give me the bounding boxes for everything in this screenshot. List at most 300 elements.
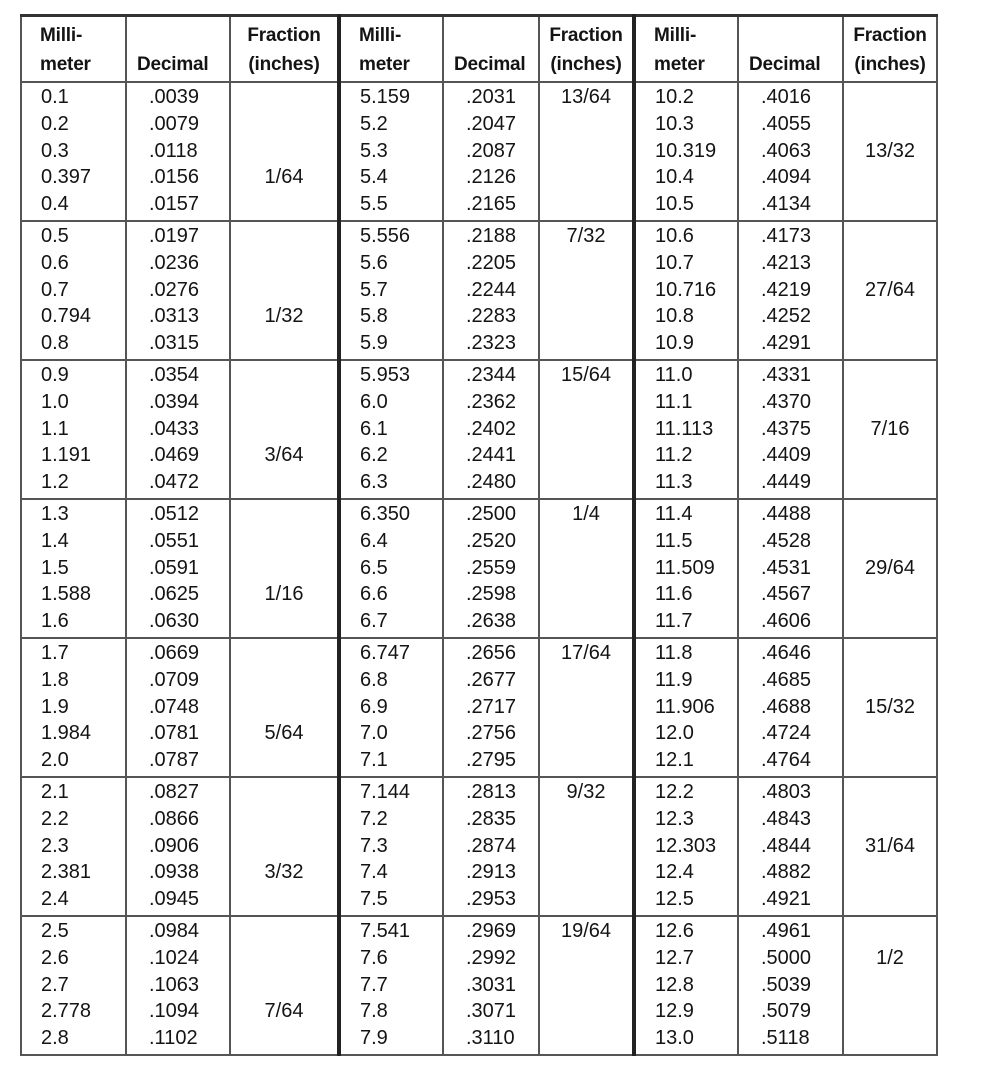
millimeter-cell-value: 0.1 (41, 86, 69, 108)
decimal-cell-value: .0156 (149, 166, 200, 189)
decimal-cell-value: .0079 (149, 112, 200, 135)
decimal-cell-value: .0630 (149, 610, 200, 633)
millimeter-cell-value: 7.4 (360, 861, 388, 884)
millimeter-cell-value: 7.1 (360, 749, 388, 772)
decimal-cell-value: .1094 (149, 1000, 200, 1023)
decimal-cell-value: .0781 (149, 722, 200, 745)
millimeter-cell-value: 6.1 (360, 417, 388, 440)
millimeter-cell-value: 2.778 (41, 1000, 92, 1023)
fraction-cell (230, 777, 339, 916)
decimal-cell-value: .4882 (761, 861, 812, 884)
millimeter-cell-value: 2.6 (41, 946, 69, 969)
millimeter-cell-value: 12.4 (655, 861, 694, 884)
millimeter-cell-value: 12.5 (655, 888, 694, 911)
decimal-cell-value: .2402 (466, 417, 517, 440)
millimeter-cell-value: 0.8 (41, 332, 69, 355)
fraction-value: 15/64 (560, 364, 612, 386)
millimeter-cell-value: 7.9 (360, 1027, 388, 1050)
millimeter-cell (634, 916, 738, 1055)
millimeter-cell-value: 10.319 (655, 139, 717, 162)
decimal-cell-value: .2031 (466, 86, 517, 108)
fraction-cell (539, 638, 634, 777)
millimeter-cell-value: 5.4 (360, 166, 388, 189)
millimeter-cell-value: 5.9 (360, 332, 388, 355)
millimeter-cell-value: 2.8 (41, 1027, 69, 1050)
fraction-value: 13/32 (864, 139, 916, 162)
millimeter-cell-value: 2.2 (41, 807, 69, 830)
header-decimal: Decimal (443, 16, 539, 83)
millimeter-cell-value: 2.3 (41, 834, 69, 857)
decimal-cell-value: .3031 (466, 973, 517, 996)
decimal-cell (738, 499, 843, 638)
decimal-cell-value: .5039 (761, 973, 812, 996)
millimeter-cell (339, 221, 443, 360)
table-row (21, 82, 937, 221)
millimeter-cell (21, 777, 126, 916)
decimal-cell-value: .2500 (466, 503, 517, 525)
fraction-cell (539, 499, 634, 638)
fraction-value: 31/64 (864, 834, 916, 857)
millimeter-cell-value: 5.953 (360, 364, 411, 386)
millimeter-cell (21, 638, 126, 777)
millimeter-cell-value: 5.2 (360, 112, 388, 135)
decimal-cell-value: .2244 (466, 278, 517, 301)
decimal-cell (738, 638, 843, 777)
millimeter-cell-value: 11.5 (655, 529, 693, 552)
millimeter-cell (21, 499, 126, 638)
decimal-cell-value: .0039 (149, 86, 200, 108)
decimal-cell (443, 499, 539, 638)
millimeter-cell-value: 0.2 (41, 112, 69, 135)
decimal-cell-value: .4219 (761, 278, 812, 301)
millimeter-cell-value: 11.1 (655, 390, 693, 413)
millimeter-cell-value: 2.7 (41, 973, 69, 996)
millimeter-cell-value: 1.5 (41, 556, 69, 579)
decimal-cell-value: .2598 (466, 583, 517, 606)
table-row (21, 777, 937, 916)
millimeter-cell-value: 1.191 (41, 444, 92, 467)
millimeter-cell-value: 5.3 (360, 139, 388, 162)
decimal-cell-value: .0551 (149, 529, 200, 552)
header-decimal: Decimal (126, 16, 230, 83)
decimal-cell-value: .0625 (149, 583, 200, 606)
decimal-cell-value: .4094 (761, 166, 812, 189)
decimal-cell-value: .0313 (149, 305, 200, 328)
decimal-cell-value: .2323 (466, 332, 517, 355)
fraction-value: 1/64 (264, 166, 304, 189)
millimeter-cell (21, 360, 126, 499)
millimeter-cell-value: 10.716 (655, 278, 717, 301)
conversion-table (20, 14, 938, 1056)
millimeter-cell (21, 82, 126, 221)
decimal-cell (126, 221, 230, 360)
decimal-cell-value: .2638 (466, 610, 517, 633)
millimeter-cell-value: 7.144 (360, 781, 411, 803)
decimal-cell (126, 82, 230, 221)
fraction-value: 27/64 (864, 278, 916, 301)
millimeter-cell-value: 2.1 (41, 781, 69, 803)
decimal-cell-value: .3071 (466, 1000, 517, 1023)
decimal-cell (738, 916, 843, 1055)
decimal-cell-value: .2677 (466, 668, 517, 691)
millimeter-cell-value: 5.7 (360, 278, 388, 301)
table-row (21, 221, 937, 360)
decimal-cell-value: .1063 (149, 973, 200, 996)
millimeter-cell-value: 7.3 (360, 834, 388, 857)
decimal-cell-value: .0236 (149, 251, 200, 274)
millimeter-cell-value: 5.159 (360, 86, 411, 108)
millimeter-cell-value: 2.5 (41, 920, 69, 942)
decimal-cell-value: .2756 (466, 722, 517, 745)
fraction-value: 1/32 (264, 305, 304, 328)
decimal-cell-value: .4016 (761, 86, 812, 108)
fraction-value: 1/16 (264, 583, 304, 606)
decimal-cell-value: .4449 (761, 471, 812, 494)
millimeter-cell-value: 11.906 (655, 695, 715, 718)
decimal-cell (126, 360, 230, 499)
decimal-cell-value: .2717 (466, 695, 517, 718)
decimal-cell-value: .2874 (466, 834, 517, 857)
decimal-cell (126, 638, 230, 777)
millimeter-cell-value: 5.556 (360, 225, 411, 247)
header-fraction: Fraction (inches) (843, 16, 937, 83)
fraction-value: 29/64 (864, 556, 916, 579)
decimal-cell-value: .4055 (761, 112, 812, 135)
millimeter-cell-value: 1.7 (41, 642, 69, 664)
table-row (21, 499, 937, 638)
millimeter-cell-value: 12.303 (655, 834, 717, 857)
fraction-cell (843, 221, 937, 360)
millimeter-cell-value: 12.1 (655, 749, 694, 772)
fraction-cell (230, 916, 339, 1055)
decimal-cell-value: .0787 (149, 749, 200, 772)
millimeter-cell (339, 82, 443, 221)
millimeter-cell-value: 11.2 (655, 444, 693, 467)
millimeter-cell-value: 1.2 (41, 471, 69, 494)
millimeter-cell-value: 7.7 (360, 973, 388, 996)
fraction-cell (539, 777, 634, 916)
millimeter-cell-value: 0.6 (41, 251, 69, 274)
millimeter-cell-value: 5.8 (360, 305, 388, 328)
millimeter-cell (634, 82, 738, 221)
decimal-cell (443, 360, 539, 499)
millimeter-cell-value: 10.9 (655, 332, 694, 355)
fraction-value: 7/32 (566, 225, 606, 247)
decimal-cell-value: .0591 (149, 556, 200, 579)
header-fraction: Fraction (inches) (539, 16, 634, 83)
decimal-cell-value: .2656 (466, 642, 517, 664)
millimeter-cell-value: 1.8 (41, 668, 69, 691)
fraction-value: 5/64 (264, 722, 304, 745)
fraction-value: 17/64 (560, 642, 612, 664)
millimeter-cell (634, 360, 738, 499)
decimal-cell-value: .4843 (761, 807, 812, 830)
decimal-cell-value: .2559 (466, 556, 517, 579)
fraction-value: 13/64 (560, 86, 612, 108)
decimal-cell-value: .3110 (466, 1027, 515, 1050)
decimal-cell-value: .4173 (761, 225, 812, 247)
decimal-cell-value: .4213 (761, 251, 812, 274)
decimal-cell-value: .0906 (149, 834, 200, 857)
millimeter-cell-value: 6.6 (360, 583, 388, 606)
decimal-cell-value: .0748 (149, 695, 200, 718)
millimeter-cell-value: 10.8 (655, 305, 694, 328)
decimal-cell-value: .4291 (761, 332, 812, 355)
decimal-cell-value: .2813 (466, 781, 517, 803)
millimeter-cell-value: 2.0 (41, 749, 69, 772)
decimal-cell-value: .4331 (761, 364, 812, 386)
millimeter-cell (21, 221, 126, 360)
decimal-cell-value: .0469 (149, 444, 200, 467)
millimeter-cell-value: 10.4 (655, 166, 694, 189)
decimal-cell (738, 777, 843, 916)
decimal-cell-value: .4764 (761, 749, 812, 772)
decimal-cell (126, 777, 230, 916)
decimal-cell-value: .1102 (149, 1027, 198, 1050)
table-row (21, 360, 937, 499)
decimal-cell-value: .0157 (149, 193, 200, 216)
millimeter-cell (21, 916, 126, 1055)
decimal-cell-value: .4531 (761, 556, 812, 579)
table-row (21, 638, 937, 777)
decimal-cell-value: .0433 (149, 417, 200, 440)
decimal-cell (443, 777, 539, 916)
millimeter-cell-value: 5.5 (360, 193, 388, 216)
decimal-cell-value: .0669 (149, 642, 200, 664)
millimeter-cell-value: 1.1 (41, 417, 69, 440)
decimal-cell-value: .2087 (466, 139, 517, 162)
decimal-cell-value: .1024 (149, 946, 200, 969)
decimal-cell (126, 499, 230, 638)
millimeter-cell-value: 11.3 (655, 471, 693, 494)
fraction-cell (843, 916, 937, 1055)
decimal-cell (443, 916, 539, 1055)
decimal-cell (443, 221, 539, 360)
millimeter-cell-value: 10.2 (655, 86, 694, 108)
decimal-cell-value: .4409 (761, 444, 812, 467)
decimal-cell-value: .4606 (761, 610, 812, 633)
decimal-cell (443, 82, 539, 221)
fraction-cell (843, 638, 937, 777)
millimeter-cell-value: 12.9 (655, 1000, 694, 1023)
millimeter-cell-value: 11.0 (655, 364, 693, 386)
decimal-cell-value: .4844 (761, 834, 812, 857)
millimeter-cell-value: 6.5 (360, 556, 388, 579)
fraction-value: 9/32 (566, 781, 606, 803)
decimal-cell-value: .2344 (466, 364, 517, 386)
decimal-cell-value: .2126 (466, 166, 517, 189)
millimeter-cell-value: 11.9 (655, 668, 693, 691)
decimal-cell-value: .5118 (761, 1027, 810, 1050)
header-millimeter: Milli- meter (339, 16, 443, 83)
decimal-cell-value: .4688 (761, 695, 812, 718)
decimal-cell-value: .4252 (761, 305, 812, 328)
millimeter-cell-value: 11.8 (655, 642, 693, 664)
millimeter-cell-value: 6.350 (360, 503, 411, 525)
millimeter-cell-value: 7.2 (360, 807, 388, 830)
millimeter-cell-value: 7.541 (360, 920, 411, 942)
fraction-value: 1/4 (572, 503, 600, 525)
fraction-value: 7/16 (870, 417, 910, 440)
fraction-cell (843, 360, 937, 499)
millimeter-cell-value: 1.6 (41, 610, 69, 633)
millimeter-cell-value: 12.2 (655, 781, 694, 803)
decimal-cell-value: .4134 (761, 193, 812, 216)
decimal-cell-value: .2441 (466, 444, 517, 467)
decimal-cell (738, 360, 843, 499)
fraction-cell (843, 499, 937, 638)
millimeter-cell (634, 499, 738, 638)
decimal-cell-value: .2165 (466, 193, 517, 216)
fraction-cell (539, 221, 634, 360)
decimal-cell-value: .2795 (466, 749, 517, 772)
millimeter-cell (339, 638, 443, 777)
millimeter-cell-value: 0.7 (41, 278, 69, 301)
millimeter-cell-value: 5.6 (360, 251, 388, 274)
decimal-cell-value: .2362 (466, 390, 517, 413)
decimal-cell-value: .2047 (466, 112, 517, 135)
decimal-cell-value: .0866 (149, 807, 200, 830)
fraction-cell (230, 82, 339, 221)
millimeter-cell-value: 12.7 (655, 946, 694, 969)
millimeter-cell-value: 10.6 (655, 225, 694, 247)
millimeter-cell-value: 11.113 (655, 417, 714, 440)
header-decimal: Decimal (738, 16, 843, 83)
millimeter-cell-value: 1.984 (41, 722, 92, 745)
millimeter-cell-value: 0.9 (41, 364, 69, 386)
millimeter-cell (634, 638, 738, 777)
header-fraction: Fraction (inches) (230, 16, 339, 83)
millimeter-cell-value: 0.3 (41, 139, 69, 162)
decimal-cell-value: .4646 (761, 642, 812, 664)
decimal-cell-value: .4063 (761, 139, 812, 162)
decimal-cell-value: .2188 (466, 225, 517, 247)
millimeter-cell-value: 6.9 (360, 695, 388, 718)
decimal-cell (738, 221, 843, 360)
millimeter-cell-value: 10.7 (655, 251, 694, 274)
decimal-cell-value: .4528 (761, 529, 812, 552)
fraction-cell (230, 360, 339, 499)
decimal-cell-value: .2992 (466, 946, 517, 969)
millimeter-cell-value: 12.3 (655, 807, 694, 830)
fraction-cell (230, 499, 339, 638)
millimeter-cell-value: 6.2 (360, 444, 388, 467)
decimal-cell-value: .2835 (466, 807, 517, 830)
millimeter-cell-value: 1.4 (41, 529, 69, 552)
decimal-cell-value: .0827 (149, 781, 200, 803)
decimal-cell-value: .0945 (149, 888, 200, 911)
decimal-cell-value: .4921 (761, 888, 812, 911)
fraction-cell (539, 916, 634, 1055)
millimeter-cell (339, 777, 443, 916)
fraction-cell (843, 82, 937, 221)
decimal-cell-value: .4724 (761, 722, 812, 745)
millimeter-cell-value: 7.0 (360, 722, 388, 745)
fraction-cell (230, 221, 339, 360)
millimeter-cell-value: 0.794 (41, 305, 92, 328)
millimeter-cell-value: 7.5 (360, 888, 388, 911)
fraction-value: 7/64 (264, 1000, 304, 1023)
decimal-cell-value: .4803 (761, 781, 812, 803)
decimal-cell-value: .5000 (761, 946, 812, 969)
decimal-cell-value: .0512 (149, 503, 200, 525)
decimal-cell-value: .2913 (466, 861, 517, 884)
millimeter-cell (339, 360, 443, 499)
header-row (21, 16, 937, 83)
decimal-cell-value: .2520 (466, 529, 517, 552)
decimal-cell-value: .4567 (761, 583, 812, 606)
fraction-value: 3/32 (264, 861, 304, 884)
millimeter-cell-value: 2.381 (41, 861, 92, 884)
millimeter-cell-value: 6.7 (360, 610, 388, 633)
decimal-cell-value: .0472 (149, 471, 200, 494)
decimal-cell-value: .0938 (149, 861, 200, 884)
decimal-cell-value: .0315 (149, 332, 200, 355)
millimeter-cell-value: 13.0 (655, 1027, 694, 1050)
decimal-cell (738, 82, 843, 221)
millimeter-cell-value: 1.588 (41, 583, 92, 606)
millimeter-cell (634, 221, 738, 360)
millimeter-cell-value: 11.4 (655, 503, 693, 525)
decimal-cell-value: .4370 (761, 390, 812, 413)
decimal-cell-value: .2969 (466, 920, 517, 942)
millimeter-cell-value: 10.3 (655, 112, 694, 135)
millimeter-cell-value: 6.747 (360, 642, 411, 664)
header-millimeter: Milli- meter (634, 16, 738, 83)
millimeter-cell-value: 6.8 (360, 668, 388, 691)
decimal-cell-value: .2953 (466, 888, 517, 911)
decimal-cell-value: .0354 (149, 364, 200, 386)
decimal-cell-value: .2480 (466, 471, 517, 494)
decimal-cell-value: .0118 (149, 139, 198, 162)
millimeter-cell-value: 11.7 (655, 610, 693, 633)
fraction-value: 1/2 (876, 946, 904, 969)
millimeter-cell-value: 6.4 (360, 529, 388, 552)
millimeter-cell-value: 1.0 (41, 390, 69, 413)
millimeter-cell-value: 6.0 (360, 390, 388, 413)
fraction-cell (230, 638, 339, 777)
millimeter-cell-value: 0.4 (41, 193, 69, 216)
table-body (21, 82, 937, 1055)
fraction-cell (843, 777, 937, 916)
decimal-cell-value: .0984 (149, 920, 200, 942)
decimal-cell-value: .0276 (149, 278, 200, 301)
decimal-cell-value: .4488 (761, 503, 812, 525)
millimeter-cell-value: 10.5 (655, 193, 694, 216)
header-millimeter: Milli- meter (21, 16, 126, 83)
millimeter-cell-value: 0.5 (41, 225, 69, 247)
decimal-cell-value: .5079 (761, 1000, 812, 1023)
millimeter-cell-value: 1.3 (41, 503, 69, 525)
decimal-cell-value: .0394 (149, 390, 200, 413)
millimeter-cell-value: 11.509 (655, 556, 715, 579)
millimeter-cell-value: 7.6 (360, 946, 388, 969)
millimeter-cell-value: 12.0 (655, 722, 694, 745)
fraction-cell (539, 360, 634, 499)
decimal-cell-value: .4961 (761, 920, 812, 942)
millimeter-cell-value: 1.9 (41, 695, 69, 718)
decimal-cell (443, 638, 539, 777)
millimeter-cell-value: 11.6 (655, 583, 693, 606)
millimeter-cell (339, 916, 443, 1055)
decimal-cell-value: .2283 (466, 305, 517, 328)
table-row (21, 916, 937, 1055)
decimal-cell (126, 916, 230, 1055)
millimeter-cell-value: 12.6 (655, 920, 694, 942)
millimeter-cell-value: 0.397 (41, 166, 92, 189)
fraction-value: 3/64 (264, 444, 304, 467)
decimal-cell-value: .2205 (466, 251, 517, 274)
